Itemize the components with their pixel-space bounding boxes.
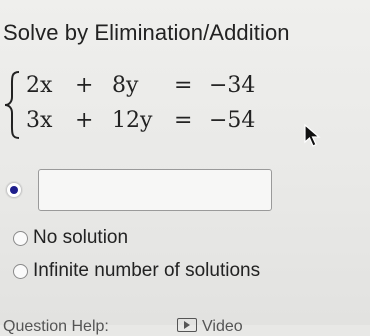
- equation-2-rhs: −54: [209, 108, 256, 133]
- question-help-bar: [0, 311, 370, 335]
- equation-row-1: [2, 73, 282, 103]
- no-solution-radio[interactable]: [13, 231, 28, 246]
- video-link[interactable]: Video: [202, 318, 243, 335]
- equation-2-operator: +: [75, 108, 94, 133]
- answer-solution-radio[interactable]: [6, 182, 22, 198]
- solution-input[interactable]: [38, 169, 272, 211]
- equation-1-rhs: −34: [209, 73, 256, 98]
- equation-1-equals: =: [174, 73, 193, 98]
- problem-title: Solve by Elimination/Addition: [3, 20, 290, 45]
- equation-2-equals: =: [174, 108, 193, 133]
- infinite-solutions-label[interactable]: Infinite number of solutions: [33, 260, 261, 281]
- question-help-label: Question Help:: [3, 318, 109, 335]
- equation-row-2: [2, 108, 282, 138]
- equation-system: [2, 70, 282, 140]
- equation-2-term-x: 3x: [26, 108, 53, 133]
- equation-1-term-y: 8y: [112, 73, 139, 98]
- equation-2-term-y: 12y: [112, 108, 153, 133]
- equation-1-operator: +: [75, 73, 94, 98]
- mouse-pointer-icon: [304, 124, 322, 148]
- video-icon[interactable]: [177, 318, 197, 332]
- equation-1-term-x: 2x: [26, 73, 53, 98]
- no-solution-label[interactable]: No solution: [33, 227, 129, 248]
- infinite-solutions-radio[interactable]: [13, 264, 28, 279]
